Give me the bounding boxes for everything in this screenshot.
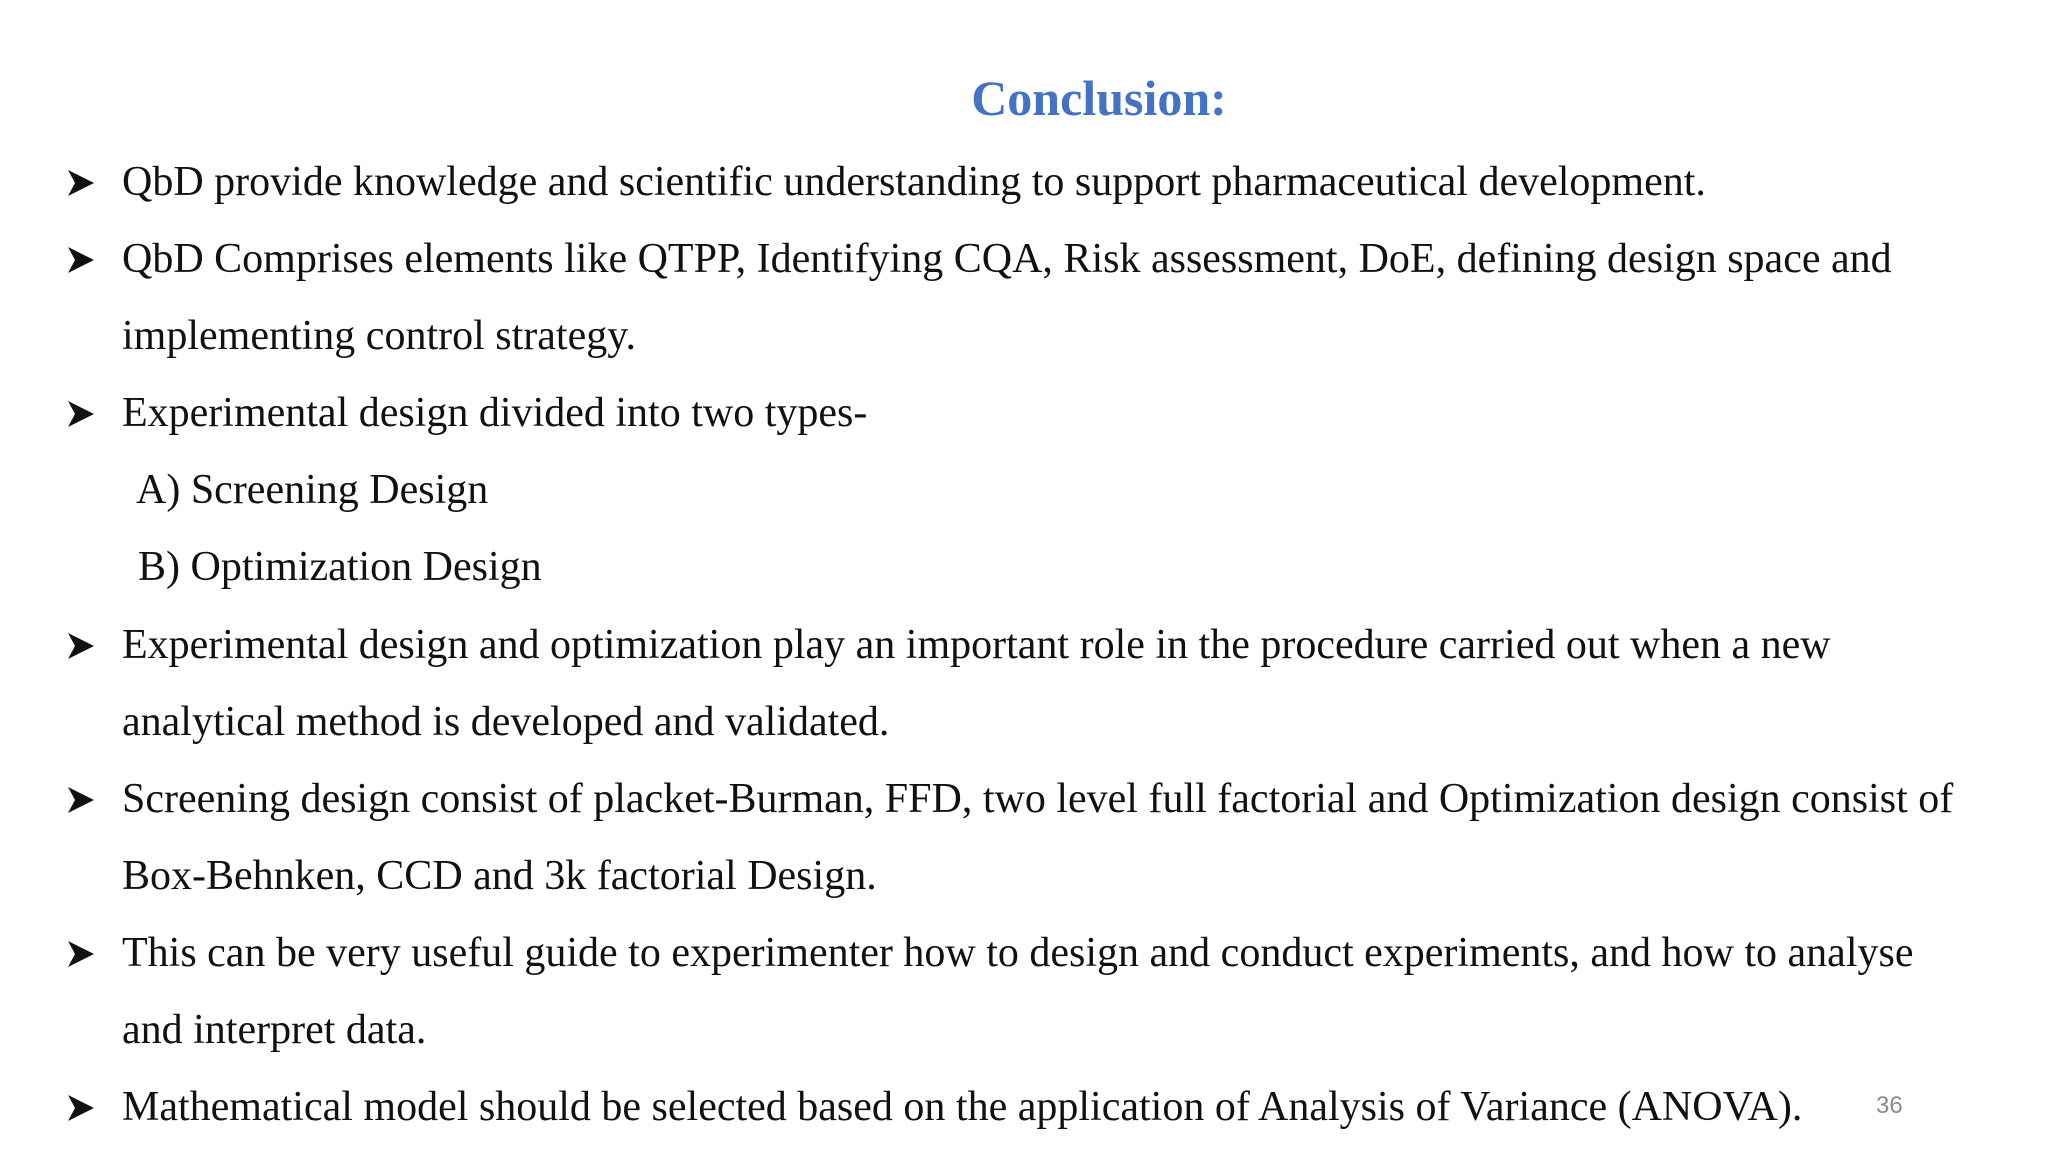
slide-title: Conclusion: xyxy=(971,70,1227,126)
sub-item-screening: A) Screening Design xyxy=(136,467,489,513)
bullet-text: Experimental design and optimization play an important role in the procedure carried out when a new xyxy=(122,622,1831,668)
page-number: 36 xyxy=(1876,1092,1903,1119)
arrowhead-bullet-icon xyxy=(66,245,96,275)
bullet-text: QbD Comprises elements like QTPP, Identifying CQA, Risk assessment, DoE, defining design space and xyxy=(122,236,1892,282)
arrowhead-bullet-icon xyxy=(66,168,96,198)
bullet-text-continuation: implementing control strategy. xyxy=(122,313,636,359)
arrowhead-bullet-icon xyxy=(66,631,96,661)
bullet-text: Screening design consist of placket-Burman, FFD, two level full factorial and Optimization design consist of xyxy=(122,776,1954,822)
bullet-text-continuation: analytical method is developed and validated. xyxy=(122,699,890,745)
bullet-text: This can be very useful guide to experimenter how to design and conduct experiments, and how to analyse xyxy=(122,930,1914,976)
bullet-text-continuation: Box-Behnken, CCD and 3k factorial Design. xyxy=(122,853,877,899)
arrowhead-bullet-icon xyxy=(66,939,96,969)
bullet-text-continuation: and interpret data. xyxy=(122,1007,427,1053)
arrowhead-bullet-icon xyxy=(66,785,96,815)
bullet-text: QbD provide knowledge and scientific understanding to support pharmaceutical development. xyxy=(122,159,1706,205)
sub-item-optimization: B) Optimization Design xyxy=(138,544,542,590)
arrowhead-bullet-icon xyxy=(66,1093,96,1123)
bullet-text: Experimental design divided into two types- xyxy=(122,390,868,436)
bullet-text: Mathematical model should be selected based on the application of Analysis of Variance (ANOVA). xyxy=(122,1084,1803,1130)
arrowhead-bullet-icon xyxy=(66,399,96,429)
